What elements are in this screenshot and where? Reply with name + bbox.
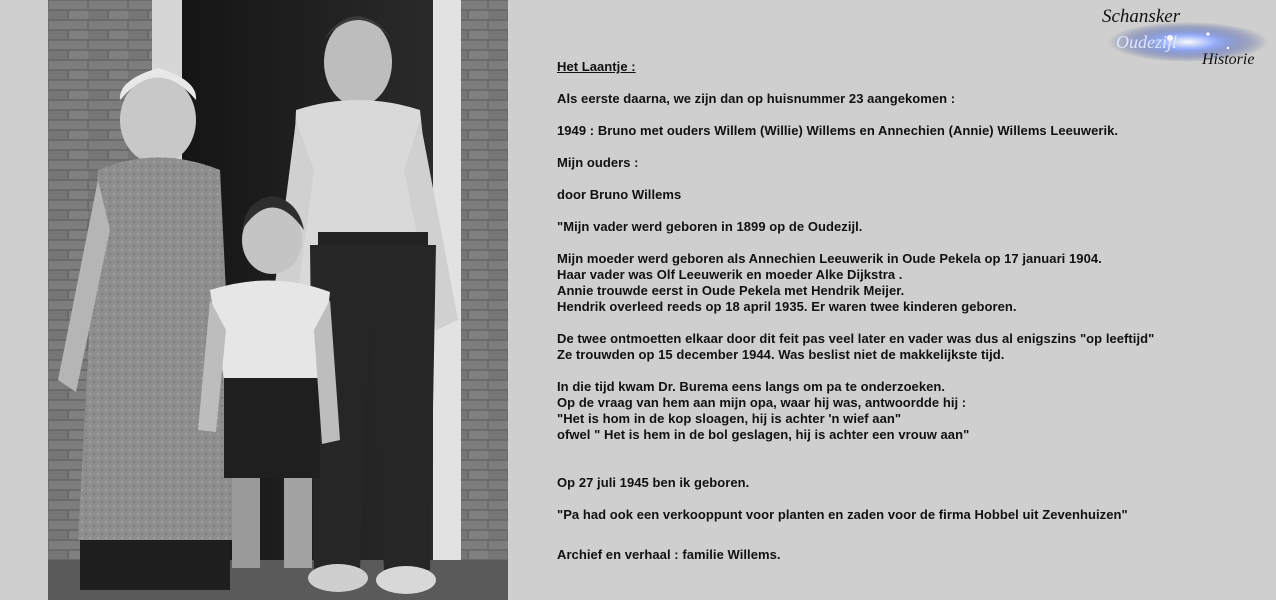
marriage-line: Ze trouwden op 15 december 1944. Was beslist niet de makkelijkste tijd. (557, 347, 1005, 362)
mother-line: Mijn moeder werd geboren als Annechien Leeuwerik in Oude Pekela op 17 januari 1904. (557, 251, 1102, 266)
parents-title: Mijn ouders : (557, 155, 639, 170)
mother-line: Haar vader was Olf Leeuwerik en moeder Alke Dijkstra . (557, 267, 903, 282)
mother-line: Hendrik overleed reeds op 18 april 1935. Er waren twee kinderen geboren. (557, 299, 1017, 314)
marriage-line: De twee ontmoetten elkaar door dit feit pas veel later en vader was dus al enigszins "op leeftijd" (557, 331, 1155, 346)
born-line: Op 27 juli 1945 ben ik geboren. (557, 475, 750, 490)
author-line: door Bruno Willems (557, 187, 682, 202)
story-text (557, 59, 1267, 563)
arrival-line: Als eerste daarna, we zijn dan op huisnummer 23 aangekomen : (557, 91, 956, 106)
story-heading: Het Laantje : (557, 59, 636, 74)
logo-word-historie: Historie (1202, 51, 1255, 68)
doctor-line: ofwel " Het is hem in de bol geslagen, hij is achter een vrouw aan" (557, 427, 970, 442)
logo-word-schansker: Schansker (1102, 6, 1181, 27)
logo-word-oudezijl: Oudezijl (1116, 32, 1177, 52)
doctor-line: "Het is hom in de kop sloagen, hij is achter 'n wief aan" (557, 411, 902, 426)
doctor-line: Op de vraag van hem aan mijn opa, waar hij was, antwoordde hij : (557, 395, 967, 410)
doctor-line: In die tijd kwam Dr. Burema eens langs om pa te onderzoeken. (557, 379, 946, 394)
business-line: "Pa had ook een verkooppunt voor planten en zaden voor de firma Hobbel uit Zevenhuizen" (557, 507, 1128, 522)
family-line: 1949 : Bruno met ouders Willem (Willie) Willems en Annechien (Annie) Willems Leeuwerik. (557, 123, 1119, 138)
mother-line: Annie trouwde eerst in Oude Pekela met Hendrik Meijer. (557, 283, 905, 298)
family-photo (48, 0, 508, 600)
father-born-line: "Mijn vader werd geboren in 1899 op de Oudezijl. (557, 219, 863, 234)
credits-line: Archief en verhaal : familie Willems. (557, 547, 781, 562)
